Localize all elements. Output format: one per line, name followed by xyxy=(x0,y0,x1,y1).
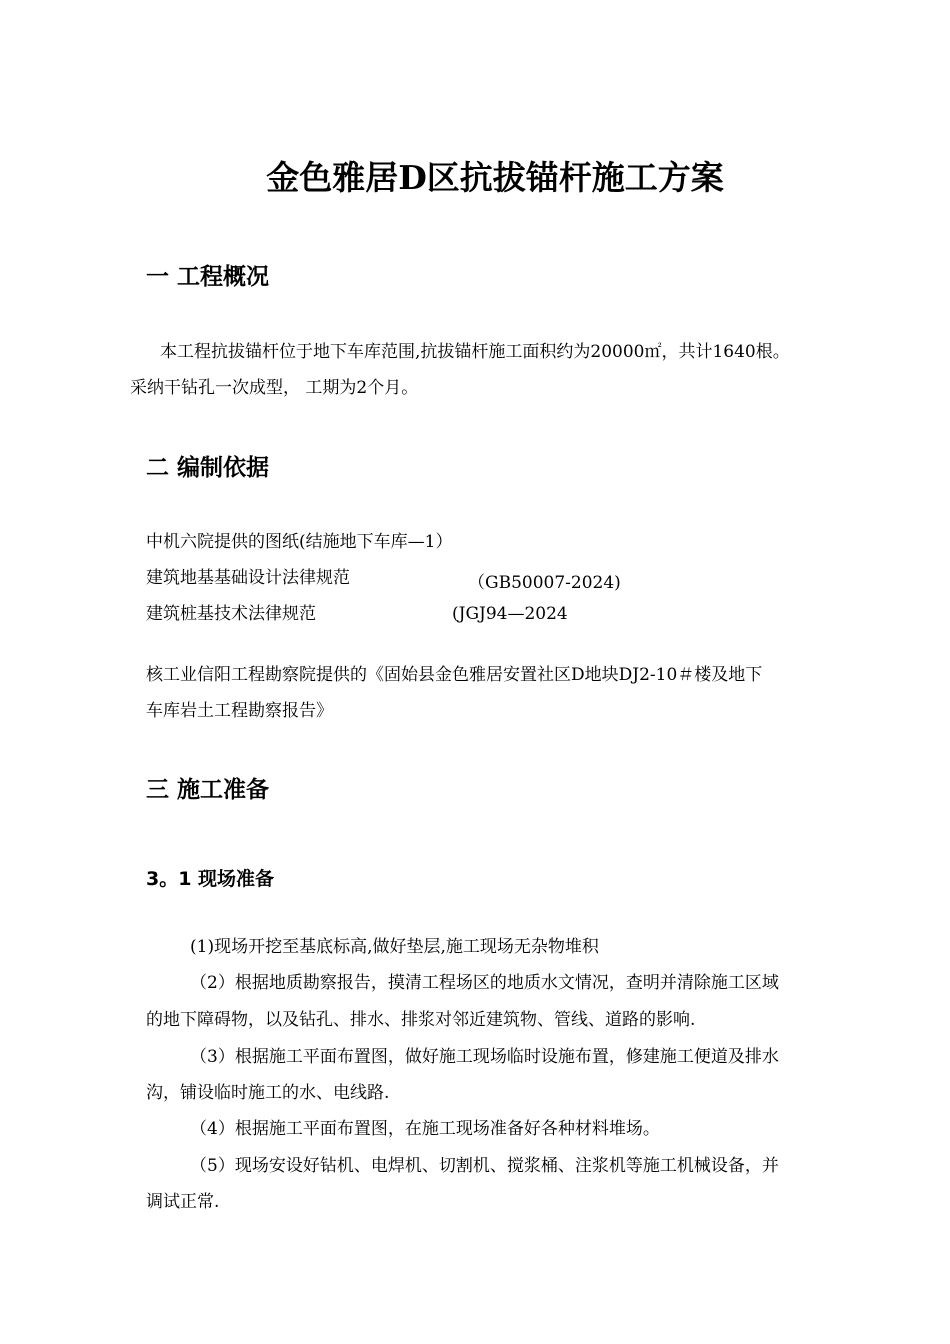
preparation-item-1: (1)现场开挖至基底标高,做好垫层,施工现场无杂物堆积 xyxy=(190,937,599,957)
section-heading-basis: 二 编制依据 xyxy=(146,455,270,481)
basis-reference-pile-code-number: (JGJ94—2024 xyxy=(452,604,568,624)
document-title: 金色雅居D区抗拔锚杆施工方案 xyxy=(266,158,724,197)
preparation-item-3-line2: 沟，铺设临时施工的水、电线路. xyxy=(146,1083,390,1103)
overview-paragraph-line1: 本工程抗拔锚杆位于地下车库范围,抗拔锚杆施工面积约为20000㎡，共计1640根。 xyxy=(160,342,790,362)
overview-paragraph-line2: 采纳干钻孔一次成型， 工期为2个月。 xyxy=(130,378,419,398)
basis-reference-drawings: 中机六院提供的图纸(结施地下车库—1） xyxy=(146,532,453,552)
section-heading-overview: 一 工程概况 xyxy=(146,264,270,290)
preparation-item-3-line1: （3）根据施工平面布置图，做好施工现场临时设施布置，修建施工便道及排水 xyxy=(190,1047,779,1067)
preparation-item-5-line2: 调试正常. xyxy=(146,1192,220,1212)
preparation-item-5-line1: （5）现场安设好钻机、电焊机、切割机、搅浆桶、注浆机等施工机械设备，并 xyxy=(190,1156,779,1176)
basis-reference-foundation-code: 建筑地基基础设计法律规范 xyxy=(146,568,350,588)
basis-reference-pile-code: 建筑桩基技术法律规范 xyxy=(146,604,316,624)
basis-reference-survey-line2: 车库岩土工程勘察报告》 xyxy=(146,701,333,721)
section-heading-preparation: 三 施工准备 xyxy=(146,777,270,803)
basis-reference-foundation-code-number: （GB50007-2024) xyxy=(468,573,621,593)
preparation-item-2-line2: 的地下障碍物，以及钻孔、排水、排浆对邻近建筑物、管线、道路的影响. xyxy=(146,1010,696,1030)
preparation-item-4: （4）根据施工平面布置图，在施工现场准备好各种材料堆场。 xyxy=(190,1119,660,1139)
subsection-heading-site-preparation: 3。1 现场准备 xyxy=(146,868,275,890)
basis-reference-survey-line1: 核工业信阳工程勘察院提供的《固始县金色雅居安置社区D地块DJ2-10＃楼及地下 xyxy=(146,665,763,685)
preparation-item-2-line1: （2）根据地质勘察报告，摸清工程场区的地质水文情况，查明并清除施工区域 xyxy=(190,973,779,993)
